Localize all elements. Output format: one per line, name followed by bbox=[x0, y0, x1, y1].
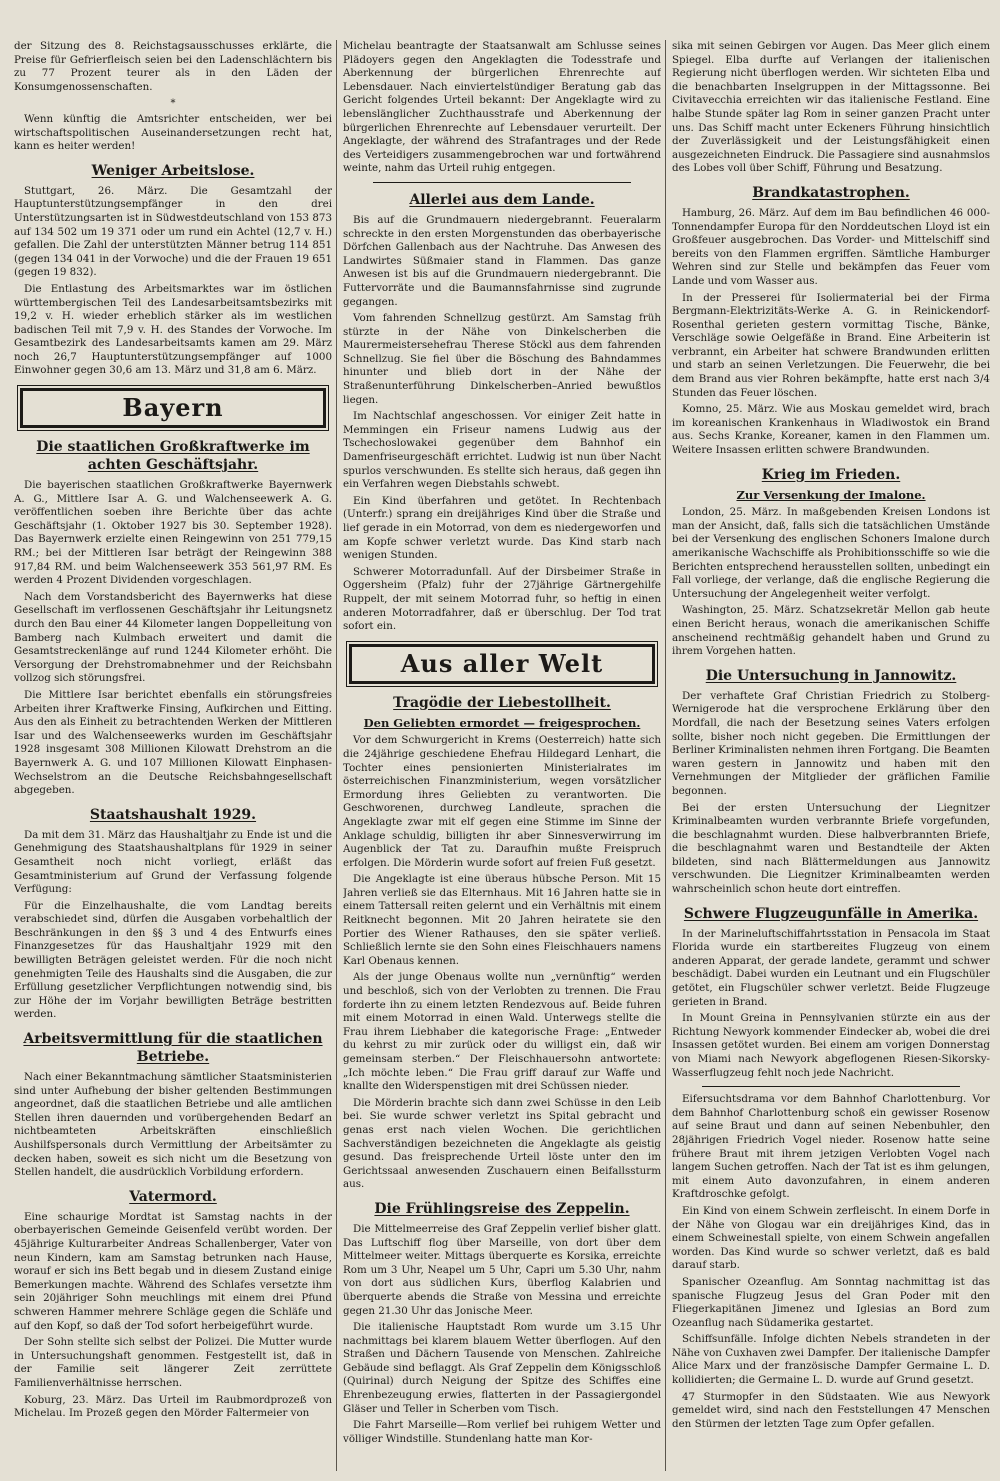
article-text: Da mit dem 31. März das Haushaltjahr zu Ende ist und die Genehmigung des Staatshaushaltplans für 1929 in seiner Gesamtheit noch nicht vorliegt, erläßt das Gesamtministerium auf Grund der Verfassung folgende Verfügung: bbox=[14, 828, 332, 896]
divider bbox=[373, 182, 631, 183]
article-text: Als der junge Obenaus wollte nun „vernünftig“ werden und beschloß, sich von der Verlobten zu trennen. Die Frau forderte ihn zu einem letzten Rendezvous auf. Beide fuhren mit einem Motorrad in einen Wald. Unterwegs stellte die Frau ihrem Liebhaber die kategorische Frage: „Entweder du kehrst zu mir zurück oder du willigst ein, daß wir gemeinsam sterben.“ Der Fleischhauersohn antwortete: „Ich möchte leben.“ Die Frau griff darauf zur Waffe und knallte den Widerspenstigen mit drei Schüssen nieder. bbox=[343, 971, 661, 1093]
article-text: Schwerer Motorradunfall. Auf der Dirsbeimer Straße in Oggersheim (Pfalz) fuhr der 27jährige Gärtnergehilfe Ruppelt, der mit seinem Motorrad fuhr, so heftig in einen anderen Motorradfahrer, daß er überschlug. Der Tod trat sofort ein. bbox=[343, 565, 661, 633]
article-text: sika mit seinen Gebirgen vor Augen. Das Meer glich einem Spiegel. Elba durfte auf Verlangen der italienischen Regierung nicht überflogen werden. Wir sichteten Elba und die benachbarten Inselgruppen in der Mittagssonne. Bei Civitavecchia erreichten wir das italienische Festland. Eine halbe Stunde später lag Rom in seiner ganzen Pracht unter uns. Das Schiff macht unter Eckeners Führung hinsichtlich der Zuverlässigkeit und der Leistungsfähigkeit einen ausgezeichneten Eindruck. Die Passagiere sind ausnahmslos des Lobes voll über Schiff, Führung und Besatzung. bbox=[672, 40, 990, 175]
article-text: 47 Sturmopfer in den Südstaaten. Wie aus Newyork gemeldet wird, sind nach den Feststellungen 47 Menschen den Stürmen der letzten Tage zum Opfer gefallen. bbox=[672, 1390, 990, 1430]
article-text: Koburg, 23. März. Das Urteil im Raubmordprozeß von Michelau. Im Prozeß gegen den Mörder Faltermeier von bbox=[14, 1393, 332, 1420]
article-text: Vor dem Schwurgericht in Krems (Oesterreich) hatte sich die 24jährige geschiedene Ehefrau Hildegard Lenhart, die Tochter eines pensionierten Ministerialrates im österreichischen Finanzministerium, wegen vorsätzlicher Ermordung ihres Geliebten zu verantworten. Die Geschworenen, durchweg Landleute, sprachen die Angeklagte zwar mit elf gegen eine Stimme im Sinne der Anklage schuldig, billigten ihr aber Sinnesverwirrung im Augenblick der Tat zu. Daraufhin mußte Freispruch erfolgen. Die Mörderin wurde sofort auf freien Fuß gesetzt. bbox=[343, 734, 661, 869]
column-right bbox=[672, 40, 990, 1471]
subheading-imalone: Zur Versenkung der Imalone. bbox=[736, 487, 926, 502]
heading-allerlei: Allerlei aus dem Lande. bbox=[409, 191, 595, 208]
article-text: Eifersuchtsdrama vor dem Bahnhof Charlottenburg. Vor dem Bahnhof Charlottenburg schoß ein gewisser Rosenow auf seine Braut und dann auf seinen Nebenbuhler, den 28jährigen Friedrich Vogel nieder. Rosenow hatte seine frühere Braut mit ihrem jetzigen Verlobten Vogel nach langem Suchen getroffen. Nach der Tat ist es ihm gelungen, mit einem Auto davonzufahren, in einem anderen Kraftdroschke gefolgt. bbox=[672, 1093, 990, 1201]
article-text: Ein Kind überfahren und getötet. In Rechtenbach (Unterfr.) sprang ein dreijähriges Kind über die Straße und lief gerade in ein Motorrad, von dem es niedergeworfen und am Kopfe schwer verletzt wurde. Das Kind starb nach wenigen Stunden. bbox=[343, 494, 661, 562]
article-text: Schiffsunfälle. Infolge dichten Nebels strandeten in der Nähe von Cuxhaven zwei Dampfer. Der italienische Dampfer Alice Marx und der französische Dampfer Germaine L. D. kollidierten; die Germaine L. D. wurde auf Grund gesetzt. bbox=[672, 1333, 990, 1387]
article-text: In der Marineluftschiffahrtsstation in Pensacola im Staat Florida wurde ein startbereites Flugzeug von einem anderen Apparat, der gerade landete, gerammt und schwer beschädigt. Dabei wurden ein Leutnant und ein Flugschüler getötet, ein Flugschüler schwer verletzt. Beide Flugzeuge gerieten in Brand. bbox=[672, 927, 990, 1008]
heading-arbeitslose: Weniger Arbeitslose. bbox=[91, 162, 255, 179]
article-text: Bei der ersten Untersuchung der Liegnitzer Kriminalbeamten wurden verbrannte Briefe vorgefunden, die beschlagnahmt wurden. Diese halbverbrannten Briefe, die beschlagnahmt waren und Bestandteile der Akten bildeten, sind nach Blättermeldungen aus Jannowitz verschwunden. Die Liegnitzer Kriminalbeamten werden wahrscheinlich schon heute dort eintreffen. bbox=[672, 801, 990, 896]
article-text: London, 25. März. In maßgebenden Kreisen Londons ist man der Ansicht, daß, falls sich die tatsächlichen Umstände bei der Versenkung des englischen Schoners Imalone durch amerikanische Wachschiffe als Prohibitionsschiffe so wie die Berichten entsprechend herausstellen sollten, unbedingt ein Fall vorliege, der verlange, daß die englische Regierung die Untersuchung der Angelegenheit weiter verfolgt. bbox=[672, 506, 990, 600]
divider bbox=[702, 1086, 960, 1087]
article-text: Der Sohn stellte sich selbst der Polizei. Die Mutter wurde in Untersuchungshaft genommen. Festgestellt ist, daß in der Familie seit längerer Zeit zerrüttete Familienverhältnisse herrschen. bbox=[14, 1336, 332, 1389]
article-text: Die Fahrt Marseille—Rom verlief bei ruhigem Wetter und völliger Windstille. Stundenlang hatte man Kor- bbox=[343, 1419, 661, 1445]
article-text: Die italienische Hauptstadt Rom wurde um 3.15 Uhr nachmittags bei klarem blauem Wetter überflogen. Auf den Straßen und Dächern Tausende von Menschen. Zahlreiche Gebäude sind beflaggt. Als Graf Zeppelin dem Königsschloß (Quirinal) durch Neigung der Spitze des Schiffes eine Ehrenbezeugung erwies, flatterten in der Passagiergondel Gläser und Teller in Scherben vom Tisch. bbox=[343, 1321, 661, 1415]
article-text: In Mount Greina in Pennsylvanien stürzte ein aus der Richtung Newyork kommender Eindecker ab, wobei die drei Insassen getötet wurden. Bei einem am vorigen Donnerstag von Miami nach Newyork abgeflogenen Riesen-Sikorsky-Wasserflugzeug fehlt noch jede Nachricht. bbox=[672, 1012, 990, 1079]
column-rule bbox=[665, 40, 666, 1471]
article-text: Spanischer Ozeanflug. Am Sonntag nachmittag ist das spanische Flugzeug Jesus del Gran Poder mit den Fliegerkapitänen Jimenez und Iglesias an Bord zum Ozeanflug nach Südamerika gestartet. bbox=[672, 1275, 990, 1329]
article-text: Die bayerischen staatlichen Großkraftwerke Bayernwerk A. G., Mittlere Isar A. G. und Walchenseewerk A. G. veröffentlichen soeben ihre Berichte über das achte Geschäftsjahr (1. Oktober 1927 bis 30. September 1928). Das Bayernwerk erzielte einen Reingewinn von 251 779,15 RM.; bei der Mittleren Isar beträgt der Reingewinn 388 917,84 RM. und beim Walchenseewerk 353 561,97 RM. Es werden 4 Prozent Dividenden vorgeschlagen. bbox=[14, 479, 332, 587]
article-text: Die Mittlere Isar berichtet ebenfalls ein störungsfreies Arbeiten ihrer Kraftwerke Finsing, Aufkirchen und Eitting. Aus den als Einheit zu betrachtenden Werken der Mittleren Isar und des Walchenseewerks wurden im Geschäftsjahr 1928 insgesamt 308 Millionen Kilowatt Drehstrom an die Bayernwerk A. G. und 107 Millionen Kilowatt Einphasen-Wechselstrom an die Deutsche Reichsbahngesellschaft abgegeben. bbox=[14, 688, 332, 797]
article-text: Für die Einzelhaushalte, die vom Landtag bereits verabschiedet sind, dürfen die Ausgaben vorbehaltlich der Beschränkungen in den §§ 3 und 4 des Entwurfs eines Finanzgesetzes für das Haushaltjahr 1929 mit den bewilligten Beträgen geleistet werden. Für die noch nicht genehmigten Teile des Haushalts sind die Ausgaben, die zur Erfüllung gesetzlicher Verpflichtungen notwendig sind, bis zur Höhe der im Vorjahr bewilligten Beträge bestritten werden. bbox=[14, 899, 332, 1021]
article-text: Hamburg, 26. März. Auf dem im Bau befindlichen 46 000-Tonnendampfer Europa für den Norddeutschen Lloyd ist ein Großfeuer ausgebrochen. Das Vorder- und Mittelschiff sind bereits von den Flammen ergriffen. Sämtliche Hamburger Wehren sind zur Stelle und bekämpfen das Feuer vom Lande und vom Wasser aus. bbox=[672, 206, 990, 287]
separator-star: * bbox=[170, 98, 176, 110]
article-text: Ein Kind von einem Schwein zerfleischt. In einem Dorfe in der Nähe von Glogau war ein dreijähriges Kind, das in einem Schweinestall spielte, von einem Schwein angefallen worden. Das Kind wurde so schwer verletzt, daß es bald darauf starb. bbox=[672, 1204, 990, 1272]
heading-krieg-im-frieden: Krieg im Frieden. bbox=[761, 466, 901, 483]
article-text: Vom fahrenden Schnellzug gestürzt. Am Samstag früh stürzte in der Nähe von Dinkelscherben die Maurermeistersehefrau Therese Stöckl aus dem fahrenden Schnellzug. Sie fiel über die Böschung des Bahndammes hinunter und blieb dort in der Nähe der Straßenunterführung Dinkelscherben–Anried bewußtlos liegen. bbox=[343, 312, 661, 406]
heading-vatermord: Vatermord. bbox=[129, 1188, 217, 1205]
article-text: Die Angeklagte ist eine überaus hübsche Person. Mit 15 Jahren verließ sie das Elternhaus. Mit 16 Jahren hatte sie in einem Tattersall reiten gelernt und ein Verhältnis mit einem Reitknecht begonnen. Mit 20 Jahren heiratete sie den Portier des Wiener Rathauses, den sie später verließ. Schließlich lernte sie den Sohn eines Fleischhauers namens Karl Obenaus kennen. bbox=[343, 873, 661, 967]
article-text: Stuttgart, 26. März. Die Gesamtzahl der Hauptunterstützungsempfänger in den drei Unterstützungsarten ist in Südwestdeutschland von 153 873 auf 134 502 um 19 371 oder um rund ein Achtel (12,7 v. H.) gefallen. Die Zahl der unterstützten Männer betrug 114 851 (gegen 134 041 in der Vorwoche) und die der Frauen 19 651 (gegen 19 832). bbox=[14, 184, 332, 279]
article-text: Im Nachtschlaf angeschossen. Vor einiger Zeit hatte in Memmingen ein Friseur namens Ludwig aus der Tschechoslowakei gegenüber dem Bahnhof ein Damenfriseurgeschäft errichtet. Ludwig ist nun über Nacht spurlos verschwunden. Es stellte sich heraus, daß gegen ihn ein Verfahren wegen Diebstahls schwebt. bbox=[343, 410, 661, 491]
article-text: In der Presserei für Isoliermaterial bei der Firma Bergmann-Elektrizitäts-Werke A. G. in Reinickendorf-Rosenthal gerieten gestern vormittag Tische, Bänke, Verschläge sowie Oelgefäße in Brand. Eine Arbeiterin ist verbrannt, ein Arbeiter hat schwere Brandwunden erlitten und starb an seinen Verletzungen. Die Feuerwehr, die bei dem Brand aus vier Rohren bekämpfte, hatte erst nach 3/4 Stunden das Feuer löschen. bbox=[672, 291, 990, 399]
heading-flugzeugunfaelle: Schwere Flugzeugunfälle in Amerika. bbox=[683, 905, 979, 922]
article-text: Komno, 25. März. Wie aus Moskau gemeldet wird, brach im koreanischen Krankenhaus in Wladiwostok ein Brand aus. Sechs Kranke, Koreaner, kamen in den Flammen um. Weitere Insassen erlitten schwere Brandwunden. bbox=[672, 403, 990, 457]
heading-zeppelin: Die Frühlingsreise des Zeppelin. bbox=[374, 1200, 630, 1217]
heading-staatshaushalt: Staatshaushalt 1929. bbox=[89, 806, 257, 823]
article-text: Nach einer Bekanntmachung sämtlicher Staatsministerien sind unter Aufhebung der bisher geltenden Bestimmungen angeordnet, daß die staatlichen Betriebe und alle amtlichen Stellen ihren dauernden und vorübergehenden Bedarf an nichtbeamteten Arbeitskräften einschließlich Aushilfspersonals durch Vermittlung der Arbeitsämter zu decken haben, soweit es sich nicht um die Besetzung von Stellen handelt, die ausdrücklich Vorbildung erfordern. bbox=[14, 1071, 332, 1179]
article-text: der Sitzung des 8. Reichstagsausschusses erklärte, die Preise für Gefrierfleisch seien bei den Ladenschlächtern bis zu 77 Prozent teurer als in den Läden der Konsumgenossenschaften. bbox=[14, 40, 332, 93]
article-text: Nach dem Vorstandsbericht des Bayernwerks hat diese Gesellschaft im verflossenen Geschäftsjahr ihr Leitungsnetz durch den Bau einer 44 Kilometer langen Doppelleitung von Bamberg nach Kulmbach erweitert und damit die Gesamtstreckenlänge auf rund 1244 Kilometer erhöht. Die Versorgung der Drehstromabnehmer und der Reichsbahn vollzog sich störungsfrei. bbox=[14, 590, 332, 685]
article-text: Eine schaurige Mordtat ist Samstag nachts in der oberbayerischen Gemeinde Geisenfeld verübt worden. Der 45jährige Kulturarbeiter Andreas Schallenberger, Vater von neun Kindern, kam am Samstag betrunken nach Hause, worauf er sich ins Bett begab und in diesem Zustand einige Bemerkungen machte. Während des Schlafes versetzte ihm sein 20jähriger Sohn meuchlings mit einem drei Pfund schweren Hammer mehrere Schläge gegen die Schläfe und auf den Kopf, so daß der Tod sofort herbeigeführt wurde. bbox=[14, 1210, 332, 1332]
column-middle bbox=[343, 40, 661, 1471]
article-text: Die Entlastung des Arbeitsmarktes war im östlichen württembergischen Teil des Landesarbeitsamtsbezirks mit 19,2 v. H. wieder erheblich stärker als im westlichen badischen Teil mit 7,9 v. H. des Standes der Vorwoche. Im Gesamtbezirk des Landesarbeitsamts kamen am 29. März noch 26,7 Hauptunterstützungsempfänger auf 1000 Einwohner gegen 30,6 am 13. März und 31,8 am 6. März. bbox=[14, 282, 332, 377]
heading-arbeitsvermittlung: Arbeitsvermittlung für die staatlichen Betriebe. bbox=[23, 1031, 323, 1066]
section-box-bayern: Bayern bbox=[20, 388, 326, 428]
column-rule bbox=[336, 40, 337, 1471]
article-text: Washington, 25. März. Schatzsekretär Mellon gab heute einen Bericht heraus, wonach die amerikanischen Schiffe anscheinend rechtmäßig gehandelt haben und Grund zu ihrem Vorgehen hatten. bbox=[672, 604, 990, 658]
article-text: Die Mörderin brachte sich dann zwei Schüsse in den Leib bei. Sie wurde schwer verletzt ins Spital gebracht und genas erst nach vielen Wochen. Die gerichtlichen Sachverständigen bezeichneten die Angeklagte als geistig gesund. Das freisprechende Urteil löste unter den im Gerichtssaal anwesenden Zuschauern einen Beifallssturm aus. bbox=[343, 1096, 661, 1191]
article-text: Der verhaftete Graf Christian Friedrich zu Stolberg-Wernigerode hat die versprochene Erklärung über den Mordfall, die nach der Besetzung seines Vaters erfolgen sollte, bisher noch nicht gegeben. Die Ermittlungen der Berliner Kriminalisten nehmen ihren Fortgang. Die Beamten waren gestern in Jannowitz und haben mit den Vernehmungen der Mitglieder der gräflichen Familie begonnen. bbox=[672, 689, 990, 797]
heading-brandkatastrophen: Brandkatastrophen. bbox=[752, 184, 910, 201]
subheading-tragoedie: Den Geliebten ermordet — freigesprochen. bbox=[363, 715, 641, 730]
article-text: Bis auf die Grundmauern niedergebrannt. Feueralarm schreckte in den ersten Morgenstunden das oberbayerische Dörfchen Gallenbach aus der Nachtruhe. Das Anwesen des Landwirtes Süßmaier stand in Flammen. Das ganze Anwesen ist bis auf die Grundmauern niedergebrannt. Die Futtervorräte und die Baumannsfahrnisse sind zugrunde gegangen. bbox=[343, 213, 661, 308]
section-box-aus-aller-welt: Aus aller Welt bbox=[349, 644, 655, 684]
article-text: Die Mittelmeerreise des Graf Zeppelin verlief bisher glatt. Das Luftschiff flog über Marseille, von dort über dem Mittelmeer weiter. Mittags überquerte es Korsika, erreichte Rom um 3 Uhr, Neapel um 5 Uhr, Capri um 5.30 Uhr, nahm von dort aus südlichen Kurs, überflog Kalabrien und überquerte abends die Straße von Messina und erreichte gegen 21.30 Uhr das Jonische Meer. bbox=[343, 1222, 661, 1317]
heading-grosskraftwerke: Die staatlichen Großkraftwerke im achten Geschäftsjahr. bbox=[36, 439, 310, 474]
heading-jannowitz: Die Untersuchung in Jannowitz. bbox=[705, 667, 957, 684]
column-left bbox=[14, 40, 332, 1471]
article-text: Michelau beantragte der Staatsanwalt am Schlusse seines Plädoyers gegen den Angeklagten die Todesstrafe und Aberkennung der bürgerlichen Ehrenrechte auf Lebensdauer. Nach einviertelstündiger Beratung gab das Gericht folgendes Urteil bekannt: Der Angeklagte wird zu lebenslänglicher Zuchthausstrafe und Aberkennung der bürgerlichen Ehrenrechte auf Lebensdauer verurteilt. Der Angeklagte, der während des Strafantrages und der Rede des Verteidigers zusammengebrochen war und fortwährend weinte, nahm das Urteil ruhig entgegen. bbox=[343, 40, 661, 175]
article-text: Wenn künftig die Amtsrichter entscheiden, wer bei wirtschaftspolitischen Auseinandersetzungen recht hat, kann es heiter werden! bbox=[14, 112, 332, 153]
heading-tragoedie: Tragödie der Liebestollheit. bbox=[393, 694, 611, 711]
